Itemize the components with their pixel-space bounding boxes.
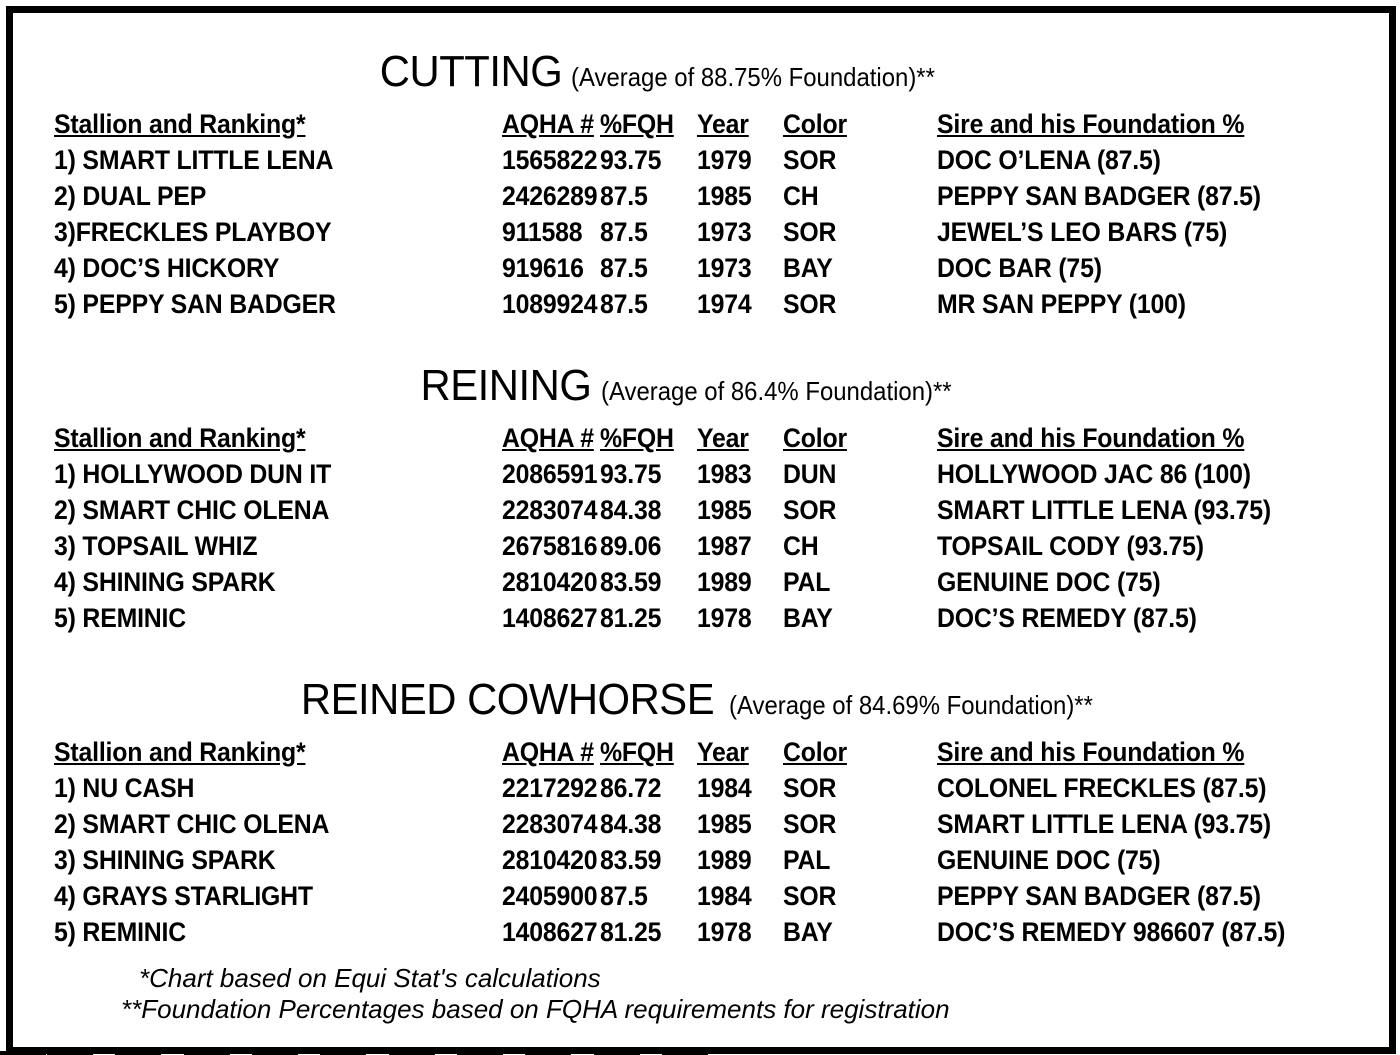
fqh-cell: 87.5	[600, 881, 648, 911]
fqh-cell: 83.59	[600, 567, 662, 597]
footnote-fqha: **Foundation Percentages based on FQHA requirements for registration	[121, 994, 950, 1024]
color-cell: SOR	[783, 217, 837, 247]
header-color: Color	[783, 423, 847, 453]
color-cell: BAY	[783, 253, 833, 283]
fqh-cell: 84.38	[600, 809, 662, 839]
aqha-cell: 1408627	[502, 917, 598, 947]
year-cell: 1984	[697, 773, 752, 803]
column-header-row	[13, 109, 1389, 145]
stallion-cell: 2) SMART CHIC OLENA	[54, 809, 330, 839]
stallion-cell: 1) NU CASH	[54, 773, 195, 803]
aqha-cell: 1565822	[502, 145, 598, 175]
table-row	[13, 603, 1389, 639]
color-cell: SOR	[783, 289, 837, 319]
table-row	[13, 253, 1389, 289]
color-cell: CH	[783, 531, 819, 561]
stallion-cell: 5) REMINIC	[54, 603, 187, 633]
fqh-cell: 84.38	[600, 495, 662, 525]
sire-cell: PEPPY SAN BADGER (87.5)	[937, 181, 1261, 211]
year-cell: 1979	[697, 145, 752, 175]
section-heading: CUTTING	[379, 47, 563, 96]
stallion-cell: 4) GRAYS STARLIGHT	[54, 881, 313, 911]
header-sire: Sire and his Foundation %	[937, 737, 1245, 767]
year-cell: 1974	[697, 289, 752, 319]
aqha-cell: 1408627	[502, 603, 598, 633]
year-cell: 1983	[697, 459, 752, 489]
table-row	[13, 289, 1389, 325]
table-row	[13, 917, 1389, 953]
sire-cell: GENUINE DOC (75)	[937, 567, 1161, 597]
stallion-cell: 1) HOLLYWOOD DUN IT	[54, 459, 332, 489]
color-cell: PAL	[783, 845, 831, 875]
fqh-cell: 81.25	[600, 917, 662, 947]
fqh-cell: 87.5	[600, 289, 648, 319]
aqha-cell: 911588	[502, 217, 583, 247]
section-heading: REINING	[420, 361, 592, 410]
year-cell: 1973	[697, 217, 752, 247]
fqh-cell: 87.5	[600, 253, 648, 283]
year-cell: 1985	[697, 181, 752, 211]
aqha-cell: 2086591	[502, 459, 598, 489]
sire-cell: PEPPY SAN BADGER (87.5)	[937, 881, 1261, 911]
sire-cell: DOC’S REMEDY (87.5)	[937, 603, 1197, 633]
sire-cell: DOC BAR (75)	[937, 253, 1102, 283]
color-cell: PAL	[783, 567, 831, 597]
table-row	[13, 459, 1389, 495]
color-cell: BAY	[783, 603, 833, 633]
header-color: Color	[783, 737, 847, 767]
fqh-cell: 81.25	[600, 603, 662, 633]
table-row	[13, 531, 1389, 567]
stallion-cell: 3) SHINING SPARK	[54, 845, 276, 875]
section-heading: REINED COWHORSE	[300, 675, 714, 724]
table-row	[13, 145, 1389, 181]
header-aqha: AQHA #	[502, 109, 594, 139]
header-stallion: Stallion and Ranking*	[54, 109, 306, 139]
stallion-cell: 2) SMART CHIC OLENA	[54, 495, 330, 525]
sire-cell: DOC O’LENA (87.5)	[937, 145, 1161, 175]
aqha-cell: 2283074	[502, 495, 598, 525]
color-cell: SOR	[783, 809, 837, 839]
section-subtitle: (Average of 84.69% Foundation)**	[728, 690, 1093, 720]
year-cell: 1978	[697, 603, 752, 633]
aqha-cell: 2810420	[502, 567, 598, 597]
aqha-cell: 2405900	[502, 881, 598, 911]
stallion-cell: 5) REMINIC	[54, 917, 187, 947]
color-cell: CH	[783, 181, 819, 211]
fqh-cell: 87.5	[600, 217, 648, 247]
header-year: Year	[697, 423, 749, 453]
fqh-cell: 89.06	[600, 531, 662, 561]
bottom-edge-strip	[0, 1051, 1400, 1055]
aqha-cell: 2426289	[502, 181, 598, 211]
year-cell: 1978	[697, 917, 752, 947]
color-cell: SOR	[783, 145, 837, 175]
aqha-cell: 919616	[502, 253, 584, 283]
year-cell: 1989	[697, 845, 752, 875]
footnote-equi-stat: *Chart based on Equi Stat's calculations	[139, 963, 601, 993]
table-row	[13, 217, 1389, 253]
table-row	[13, 845, 1389, 881]
stallion-cell: 1) SMART LITTLE LENA	[54, 145, 334, 175]
header-fqh: %FQH	[600, 737, 674, 767]
color-cell: SOR	[783, 495, 837, 525]
header-sire: Sire and his Foundation %	[937, 109, 1245, 139]
table-row	[13, 881, 1389, 917]
stallion-cell: 3) TOPSAIL WHIZ	[54, 531, 258, 561]
header-color: Color	[783, 109, 847, 139]
year-cell: 1973	[697, 253, 752, 283]
table-row	[13, 495, 1389, 531]
chart-frame	[6, 6, 1396, 1054]
header-stallion: Stallion and Ranking*	[54, 423, 306, 453]
aqha-cell: 2217292	[502, 773, 598, 803]
fqh-cell: 93.75	[600, 459, 662, 489]
section-subtitle: (Average of 88.75% Foundation)**	[571, 62, 936, 92]
header-aqha: AQHA #	[502, 423, 594, 453]
sire-cell: TOPSAIL CODY (93.75)	[937, 531, 1204, 561]
table-row	[13, 181, 1389, 217]
stallion-cell: 4) SHINING SPARK	[54, 567, 276, 597]
fqh-cell: 87.5	[600, 181, 648, 211]
header-sire: Sire and his Foundation %	[937, 423, 1245, 453]
column-header-row	[13, 737, 1389, 773]
aqha-cell: 1089924	[502, 289, 598, 319]
header-fqh: %FQH	[600, 109, 674, 139]
stallion-cell: 4) DOC’S HICKORY	[54, 253, 280, 283]
aqha-cell: 2283074	[502, 809, 598, 839]
fqh-cell: 93.75	[600, 145, 662, 175]
fqh-cell: 83.59	[600, 845, 662, 875]
header-year: Year	[697, 737, 749, 767]
stallion-cell: 3)FRECKLES PLAYBOY	[54, 217, 332, 247]
header-aqha: AQHA #	[502, 737, 594, 767]
sire-cell: JEWEL’S LEO BARS (75)	[937, 217, 1228, 247]
color-cell: SOR	[783, 881, 837, 911]
sire-cell: GENUINE DOC (75)	[937, 845, 1161, 875]
color-cell: DUN	[783, 459, 837, 489]
header-year: Year	[697, 109, 749, 139]
stallion-cell: 5) PEPPY SAN BADGER	[54, 289, 336, 319]
column-header-row	[13, 423, 1389, 459]
header-stallion: Stallion and Ranking*	[54, 737, 306, 767]
year-cell: 1987	[697, 531, 752, 561]
section-title	[0, 47, 1359, 97]
table-row	[13, 773, 1389, 809]
sire-cell: DOC’S REMEDY 986607 (87.5)	[937, 917, 1286, 947]
sire-cell: COLONEL FRECKLES (87.5)	[937, 773, 1267, 803]
table-row	[13, 809, 1389, 845]
year-cell: 1985	[697, 809, 752, 839]
section-title	[11, 361, 1387, 411]
aqha-cell: 2810420	[502, 845, 598, 875]
section-subtitle: (Average of 86.4% Foundation)**	[600, 376, 952, 406]
sire-cell: HOLLYWOOD JAC 86 (100)	[937, 459, 1251, 489]
year-cell: 1985	[697, 495, 752, 525]
color-cell: SOR	[783, 773, 837, 803]
sire-cell: MR SAN PEPPY (100)	[937, 289, 1186, 319]
sire-cell: SMART LITTLE LENA (93.75)	[937, 809, 1271, 839]
year-cell: 1984	[697, 881, 752, 911]
aqha-cell: 2675816	[502, 531, 598, 561]
fqh-cell: 86.72	[600, 773, 662, 803]
year-cell: 1989	[697, 567, 752, 597]
header-fqh: %FQH	[600, 423, 674, 453]
table-row	[13, 567, 1389, 603]
section-title	[19, 675, 1395, 725]
color-cell: BAY	[783, 917, 833, 947]
sire-cell: SMART LITTLE LENA (93.75)	[937, 495, 1271, 525]
stallion-cell: 2) DUAL PEP	[54, 181, 207, 211]
